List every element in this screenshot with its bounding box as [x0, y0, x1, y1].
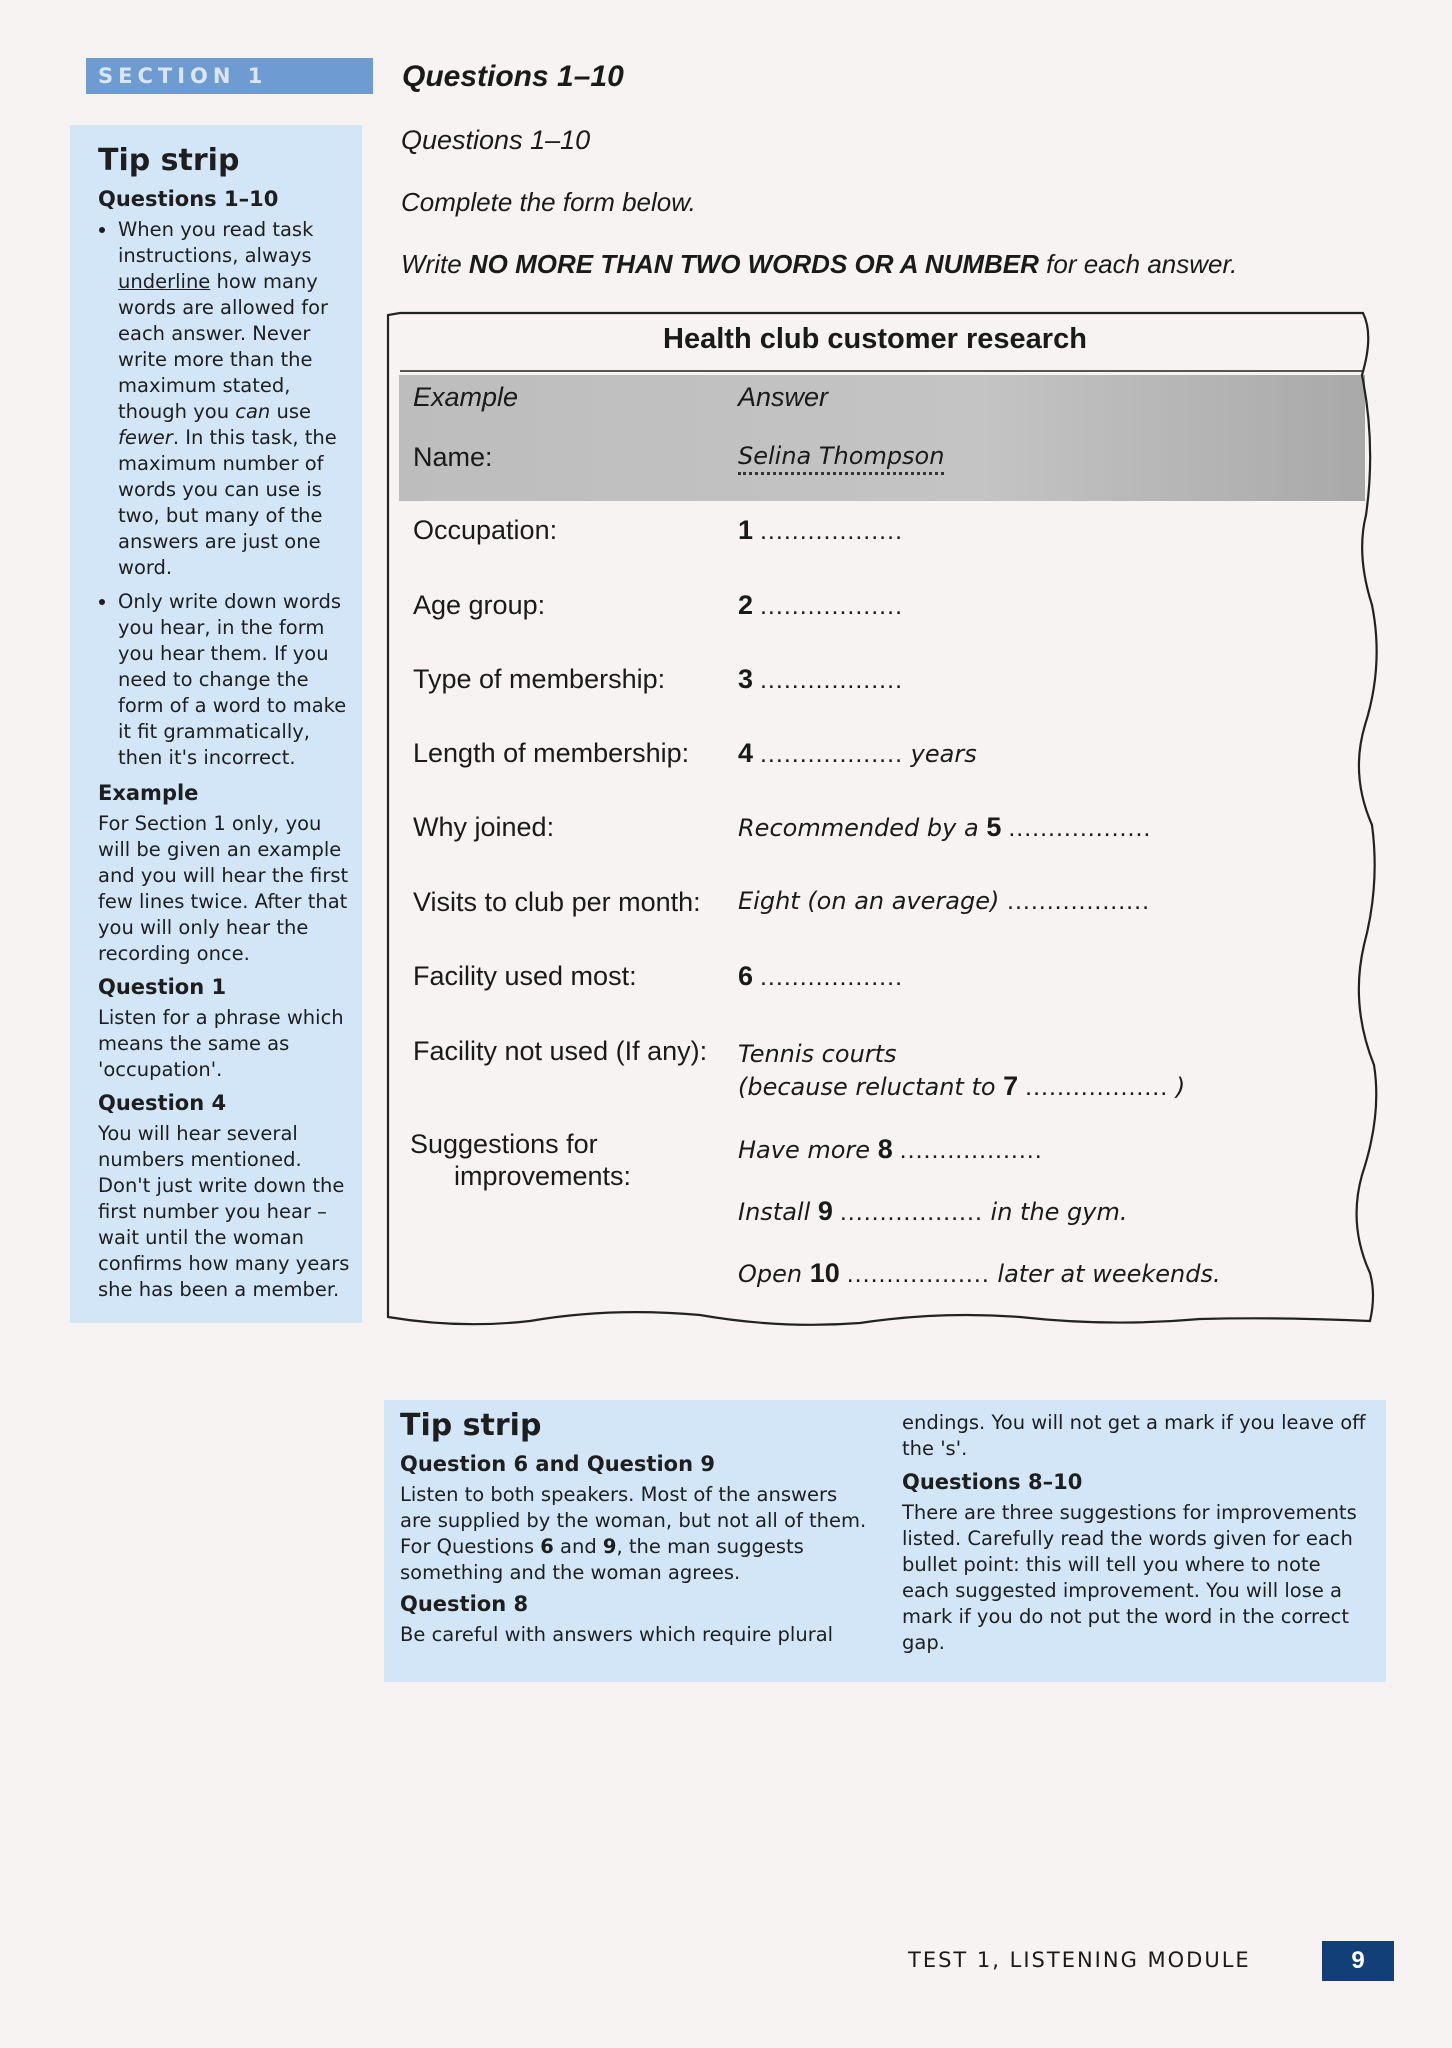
section-banner: SECTION 1	[86, 58, 373, 94]
name-label: Name:	[413, 442, 493, 472]
tip-q8-10-heading: Questions 8–10	[902, 1470, 1083, 1494]
answer-6: 6 ..................	[738, 961, 904, 991]
tip-bullet-2: • Only write down words you hear, in the form you hear them. If you need to change the form of a word to make it fit grammatically, then it's incorrect.	[118, 589, 352, 771]
answer-10: Open 10 .................. later at weekends.	[738, 1258, 1221, 1288]
tip-q6-q9-text: Listen to both speakers. Most of the answers are supplied by the woman, but not all of them. For Questions 6 and 9, the man suggests something and the woman agrees.	[400, 1483, 867, 1584]
tip-q4-heading: Question 4	[98, 1091, 227, 1115]
suggestions-label-2: improvements:	[454, 1161, 632, 1191]
facility-not-used-label: Facility not used (If any):	[413, 1036, 708, 1066]
answer-5: Recommended by a 5 ..................	[738, 812, 1152, 842]
answer-7: (because reluctant to 7 .................. )	[738, 1071, 1186, 1101]
name-answer: Selina Thompson	[738, 442, 944, 475]
tip-strip-bottom-title: Tip strip	[400, 1408, 542, 1443]
answer-1: 1 ..................	[738, 515, 904, 545]
answer-9: Install 9 .................. in the gym.	[738, 1196, 1128, 1226]
example-label: Example	[413, 382, 519, 412]
tip-bottom-right-column	[902, 1410, 1372, 1660]
tip-q6-q9-heading: Question 6 and Question 9	[400, 1452, 715, 1476]
tip-q4-text: You will hear several numbers mentioned. Don't just write down the first number you hear – wait until the woman confirms how many years she has been a member.	[98, 1122, 350, 1301]
answer-2: 2 ..................	[738, 590, 904, 620]
instruction-word-limit: Write NO MORE THAN TWO WORDS OR A NUMBER for each answer.	[401, 249, 1238, 279]
occupation-label: Occupation:	[413, 515, 558, 545]
visits-answer: Eight (on an average) ..................	[738, 887, 1151, 915]
why-joined-label: Why joined:	[413, 812, 555, 842]
instruction-complete: Complete the form below.	[401, 187, 696, 217]
answer-8: Have more 8 ..................	[738, 1134, 1043, 1164]
tip-bullet-list	[84, 217, 352, 771]
tip-q8-text-a: Be careful with answers which require plural	[400, 1623, 834, 1646]
tip-strip-bottom	[384, 1400, 1386, 1682]
answer-4: 4 .................. years	[738, 738, 977, 768]
tip-bottom-left-column	[400, 1450, 870, 1652]
facility-used-label: Facility used most:	[413, 961, 637, 991]
membership-type-label: Type of membership:	[413, 664, 666, 694]
facility-not-used-answer: Tennis courts	[738, 1040, 897, 1068]
tip-q8-text-b: endings. You will not get a mark if you leave off the 's'.	[902, 1411, 1366, 1460]
suggestions-label-1: Suggestions for	[410, 1129, 598, 1159]
questions-heading: Questions 1–10	[402, 60, 624, 93]
answer-3: 3 ..................	[738, 664, 904, 694]
tip-q8-heading: Question 8	[400, 1592, 529, 1616]
questions-subheading: Questions 1–10	[401, 125, 591, 155]
form-title: Health club customer research	[663, 323, 1087, 355]
tip-q1-text: Listen for a phrase which means the same as 'occupation'.	[98, 1006, 344, 1081]
footer-text: TEST 1, LISTENING MODULE	[908, 1948, 1251, 1972]
tip-bullet-1: • When you read task instructions, always underline how many words are allowed for each answer. Never write more than the maximum stated, though you can use fewer. In this task, the maximum number of words you can use is two, but many of the answers are just one word.	[118, 217, 352, 581]
tip-q8-10-text: There are three suggestions for improvements listed. Carefully read the words given for each bullet point: this will tell you where to note each suggested improvement. You will lose a mark if you do not put the word in the correct gap.	[902, 1501, 1357, 1654]
page-number: 9	[1322, 1941, 1394, 1981]
tip-example-text: For Section 1 only, you will be given an example and you will hear the first few lines twice. After that you will only hear the recording once.	[98, 812, 349, 965]
answer-label: Answer	[738, 382, 829, 412]
tip-q1-heading: Question 1	[98, 975, 227, 999]
tip-strip-left	[70, 125, 362, 1323]
age-group-label: Age group:	[413, 590, 546, 620]
visits-label: Visits to club per month:	[413, 887, 701, 917]
tip-strip-title: Tip strip	[98, 143, 240, 178]
membership-length-label: Length of membership:	[413, 738, 690, 768]
tip-strip-heading: Questions 1–10	[98, 187, 279, 211]
tip-example-heading: Example	[98, 781, 199, 805]
